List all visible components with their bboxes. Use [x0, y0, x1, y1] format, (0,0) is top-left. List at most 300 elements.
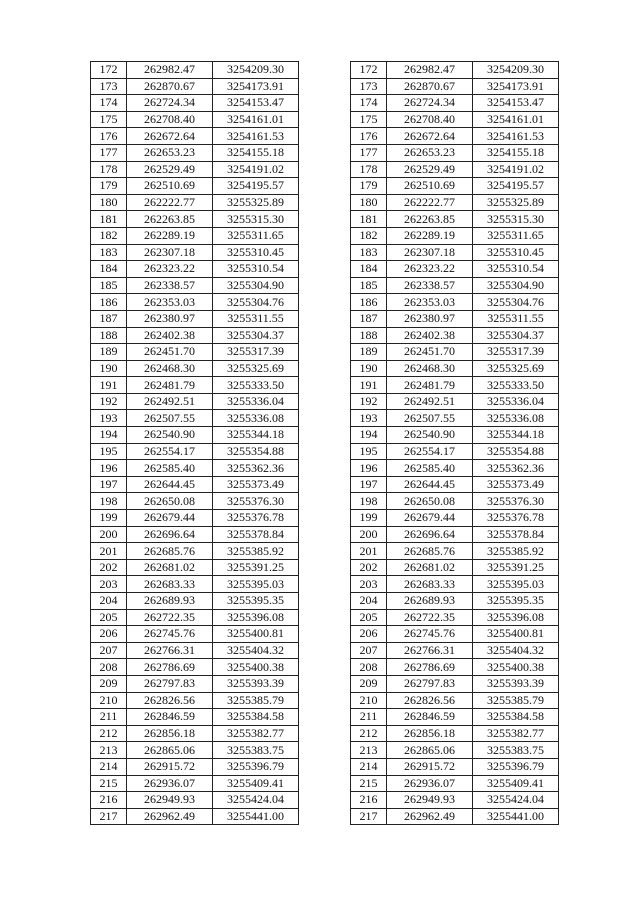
table-row	[91, 95, 299, 112]
table-row	[91, 344, 299, 361]
table-row	[351, 576, 559, 593]
y-coordinate-cell: 3255310.45	[213, 244, 299, 261]
point-id-cell: 182	[91, 227, 127, 244]
x-coordinate-cell: 262915.72	[387, 758, 473, 775]
y-coordinate-cell: 3255385.92	[473, 543, 559, 560]
y-coordinate-cell: 3255391.25	[213, 559, 299, 576]
table-row	[91, 725, 299, 742]
y-coordinate-cell: 3255409.41	[213, 775, 299, 792]
table-row	[351, 476, 559, 493]
table-row	[91, 111, 299, 128]
table-row	[91, 675, 299, 692]
table-row	[91, 194, 299, 211]
y-coordinate-cell: 3255304.76	[213, 294, 299, 311]
y-coordinate-cell: 3255383.75	[213, 742, 299, 759]
point-id-cell: 183	[91, 244, 127, 261]
x-coordinate-cell: 262708.40	[127, 111, 213, 128]
point-id-cell: 203	[91, 576, 127, 593]
y-coordinate-cell: 3255354.88	[473, 443, 559, 460]
x-coordinate-cell: 262683.33	[387, 576, 473, 593]
point-id-cell: 185	[351, 277, 387, 294]
y-coordinate-cell: 3255395.03	[213, 576, 299, 593]
x-coordinate-cell: 262683.33	[127, 576, 213, 593]
x-coordinate-cell: 262540.90	[387, 427, 473, 444]
y-coordinate-cell: 3255376.78	[213, 510, 299, 527]
table-row	[351, 261, 559, 278]
y-coordinate-cell: 3255304.37	[473, 327, 559, 344]
x-coordinate-cell: 262468.30	[127, 360, 213, 377]
table-row	[351, 692, 559, 709]
y-coordinate-cell: 3255409.41	[473, 775, 559, 792]
table-row	[91, 692, 299, 709]
point-id-cell: 211	[91, 709, 127, 726]
y-coordinate-cell: 3255336.04	[473, 393, 559, 410]
y-coordinate-cell: 3255382.77	[473, 725, 559, 742]
table-row	[351, 626, 559, 643]
point-id-cell: 190	[351, 360, 387, 377]
x-coordinate-cell: 262672.64	[387, 128, 473, 145]
y-coordinate-cell: 3254161.53	[213, 128, 299, 145]
x-coordinate-cell: 262936.07	[387, 775, 473, 792]
y-coordinate-cell: 3255304.90	[213, 277, 299, 294]
y-coordinate-cell: 3255404.32	[213, 642, 299, 659]
x-coordinate-cell: 262650.08	[127, 493, 213, 510]
point-id-cell: 216	[91, 792, 127, 809]
point-id-cell: 180	[91, 194, 127, 211]
table-row	[351, 775, 559, 792]
y-coordinate-cell: 3254173.91	[473, 78, 559, 95]
y-coordinate-cell: 3255325.89	[213, 194, 299, 211]
x-coordinate-cell: 262307.18	[127, 244, 213, 261]
table-row	[351, 742, 559, 759]
point-id-cell: 210	[91, 692, 127, 709]
x-coordinate-cell: 262936.07	[127, 775, 213, 792]
x-coordinate-cell: 262323.22	[127, 261, 213, 278]
x-coordinate-cell: 262263.85	[387, 211, 473, 228]
y-coordinate-cell: 3255441.00	[213, 808, 299, 825]
y-coordinate-cell: 3255362.36	[213, 460, 299, 477]
x-coordinate-cell: 262826.56	[127, 692, 213, 709]
point-id-cell: 187	[91, 310, 127, 327]
table-row	[351, 559, 559, 576]
point-id-cell: 199	[91, 510, 127, 527]
point-id-cell: 179	[91, 178, 127, 195]
point-id-cell: 180	[351, 194, 387, 211]
y-coordinate-cell: 3255378.84	[213, 526, 299, 543]
x-coordinate-cell: 262672.64	[127, 128, 213, 145]
x-coordinate-cell: 262529.49	[127, 161, 213, 178]
y-coordinate-cell: 3255304.90	[473, 277, 559, 294]
table-row	[91, 626, 299, 643]
table-row	[351, 128, 559, 145]
point-id-cell: 199	[351, 510, 387, 527]
point-id-cell: 209	[91, 675, 127, 692]
x-coordinate-cell: 262222.77	[127, 194, 213, 211]
point-id-cell: 198	[91, 493, 127, 510]
point-id-cell: 202	[91, 559, 127, 576]
point-id-cell: 172	[351, 62, 387, 79]
point-id-cell: 182	[351, 227, 387, 244]
y-coordinate-cell: 3255376.30	[473, 493, 559, 510]
point-id-cell: 172	[91, 62, 127, 79]
coordinate-table-right-body	[351, 62, 559, 825]
x-coordinate-cell: 262696.64	[127, 526, 213, 543]
x-coordinate-cell: 262685.76	[387, 543, 473, 560]
y-coordinate-cell: 3255382.77	[213, 725, 299, 742]
x-coordinate-cell: 262856.18	[387, 725, 473, 742]
y-coordinate-cell: 3254173.91	[213, 78, 299, 95]
table-row	[91, 128, 299, 145]
point-id-cell: 208	[351, 659, 387, 676]
y-coordinate-cell: 3255404.32	[473, 642, 559, 659]
point-id-cell: 193	[351, 410, 387, 427]
point-id-cell: 205	[91, 609, 127, 626]
x-coordinate-cell: 262492.51	[127, 393, 213, 410]
y-coordinate-cell: 3254191.02	[213, 161, 299, 178]
point-id-cell: 194	[351, 427, 387, 444]
table-row	[351, 62, 559, 79]
point-id-cell: 189	[351, 344, 387, 361]
y-coordinate-cell: 3255311.65	[473, 227, 559, 244]
y-coordinate-cell: 3255304.76	[473, 294, 559, 311]
y-coordinate-cell: 3255400.38	[473, 659, 559, 676]
y-coordinate-cell: 3254209.30	[213, 62, 299, 79]
point-id-cell: 197	[351, 476, 387, 493]
table-row	[91, 792, 299, 809]
x-coordinate-cell: 262402.38	[387, 327, 473, 344]
y-coordinate-cell: 3255376.78	[473, 510, 559, 527]
table-row	[351, 792, 559, 809]
table-row	[91, 493, 299, 510]
y-coordinate-cell: 3255384.58	[473, 709, 559, 726]
table-row	[351, 178, 559, 195]
y-coordinate-cell: 3255304.37	[213, 327, 299, 344]
y-coordinate-cell: 3254161.01	[473, 111, 559, 128]
table-row	[91, 775, 299, 792]
y-coordinate-cell: 3255395.03	[473, 576, 559, 593]
table-row	[351, 111, 559, 128]
table-row	[91, 393, 299, 410]
x-coordinate-cell: 262745.76	[127, 626, 213, 643]
point-id-cell: 176	[91, 128, 127, 145]
y-coordinate-cell: 3255385.79	[473, 692, 559, 709]
y-coordinate-cell: 3255400.81	[213, 626, 299, 643]
table-row	[91, 261, 299, 278]
x-coordinate-cell: 262554.17	[127, 443, 213, 460]
x-coordinate-cell: 262644.45	[127, 476, 213, 493]
table-row	[91, 808, 299, 825]
point-id-cell: 200	[351, 526, 387, 543]
x-coordinate-cell: 262786.69	[127, 659, 213, 676]
table-row	[91, 377, 299, 394]
x-coordinate-cell: 262510.69	[127, 178, 213, 195]
point-id-cell: 190	[91, 360, 127, 377]
point-id-cell: 201	[351, 543, 387, 560]
y-coordinate-cell: 3255333.50	[213, 377, 299, 394]
table-row	[351, 427, 559, 444]
table-row	[351, 526, 559, 543]
x-coordinate-cell: 262696.64	[387, 526, 473, 543]
point-id-cell: 184	[351, 261, 387, 278]
y-coordinate-cell: 3255344.18	[473, 427, 559, 444]
y-coordinate-cell: 3254161.01	[213, 111, 299, 128]
table-row	[91, 609, 299, 626]
x-coordinate-cell: 262338.57	[387, 277, 473, 294]
x-coordinate-cell: 262870.67	[387, 78, 473, 95]
point-id-cell: 173	[91, 78, 127, 95]
point-id-cell: 191	[91, 377, 127, 394]
x-coordinate-cell: 262745.76	[387, 626, 473, 643]
table-row	[91, 460, 299, 477]
x-coordinate-cell: 262353.03	[387, 294, 473, 311]
table-row	[91, 327, 299, 344]
point-id-cell: 186	[351, 294, 387, 311]
table-row	[91, 62, 299, 79]
table-row	[91, 427, 299, 444]
x-coordinate-cell: 262722.35	[387, 609, 473, 626]
point-id-cell: 174	[91, 95, 127, 112]
y-coordinate-cell: 3255393.39	[473, 675, 559, 692]
point-id-cell: 214	[351, 758, 387, 775]
y-coordinate-cell: 3255373.49	[473, 476, 559, 493]
x-coordinate-cell: 262585.40	[127, 460, 213, 477]
x-coordinate-cell: 262685.76	[127, 543, 213, 560]
point-id-cell: 206	[351, 626, 387, 643]
x-coordinate-cell: 262865.06	[127, 742, 213, 759]
point-id-cell: 189	[91, 344, 127, 361]
table-row	[91, 178, 299, 195]
table-row	[91, 642, 299, 659]
y-coordinate-cell: 3255311.65	[213, 227, 299, 244]
y-coordinate-cell: 3255400.81	[473, 626, 559, 643]
y-coordinate-cell: 3255317.39	[473, 344, 559, 361]
table-row	[351, 808, 559, 825]
y-coordinate-cell: 3255395.35	[473, 593, 559, 610]
x-coordinate-cell: 262451.70	[387, 344, 473, 361]
point-id-cell: 178	[351, 161, 387, 178]
table-row	[351, 244, 559, 261]
y-coordinate-cell: 3255400.38	[213, 659, 299, 676]
y-coordinate-cell: 3255424.04	[213, 792, 299, 809]
point-id-cell: 196	[351, 460, 387, 477]
x-coordinate-cell: 262846.59	[387, 709, 473, 726]
x-coordinate-cell: 262289.19	[387, 227, 473, 244]
table-row	[91, 410, 299, 427]
point-id-cell: 207	[91, 642, 127, 659]
point-id-cell: 188	[351, 327, 387, 344]
x-coordinate-cell: 262481.79	[127, 377, 213, 394]
point-id-cell: 186	[91, 294, 127, 311]
x-coordinate-cell: 262724.34	[127, 95, 213, 112]
point-id-cell: 184	[91, 261, 127, 278]
x-coordinate-cell: 262797.83	[387, 675, 473, 692]
point-id-cell: 205	[351, 609, 387, 626]
table-row	[351, 675, 559, 692]
table-row	[91, 526, 299, 543]
table-row	[91, 443, 299, 460]
y-coordinate-cell: 3255336.08	[473, 410, 559, 427]
point-id-cell: 201	[91, 543, 127, 560]
point-id-cell: 179	[351, 178, 387, 195]
table-row	[351, 95, 559, 112]
x-coordinate-cell: 262468.30	[387, 360, 473, 377]
table-row	[351, 543, 559, 560]
table-row	[91, 709, 299, 726]
x-coordinate-cell: 262982.47	[127, 62, 213, 79]
point-id-cell: 174	[351, 95, 387, 112]
table-row	[91, 227, 299, 244]
x-coordinate-cell: 262644.45	[387, 476, 473, 493]
table-row	[91, 576, 299, 593]
y-coordinate-cell: 3255333.50	[473, 377, 559, 394]
y-coordinate-cell: 3254153.47	[213, 95, 299, 112]
table-row	[351, 310, 559, 327]
y-coordinate-cell: 3255310.54	[473, 261, 559, 278]
y-coordinate-cell: 3254155.18	[213, 144, 299, 161]
x-coordinate-cell: 262402.38	[127, 327, 213, 344]
x-coordinate-cell: 262540.90	[127, 427, 213, 444]
point-id-cell: 197	[91, 476, 127, 493]
x-coordinate-cell: 262722.35	[127, 609, 213, 626]
y-coordinate-cell: 3254195.57	[213, 178, 299, 195]
point-id-cell: 176	[351, 128, 387, 145]
y-coordinate-cell: 3254209.30	[473, 62, 559, 79]
x-coordinate-cell: 262451.70	[127, 344, 213, 361]
x-coordinate-cell: 262380.97	[127, 310, 213, 327]
point-id-cell: 210	[351, 692, 387, 709]
point-id-cell: 195	[91, 443, 127, 460]
table-row	[351, 493, 559, 510]
point-id-cell: 194	[91, 427, 127, 444]
point-id-cell: 192	[351, 393, 387, 410]
coordinate-table-left-body	[91, 62, 299, 825]
y-coordinate-cell: 3255424.04	[473, 792, 559, 809]
point-id-cell: 204	[91, 593, 127, 610]
y-coordinate-cell: 3254161.53	[473, 128, 559, 145]
x-coordinate-cell: 262797.83	[127, 675, 213, 692]
point-id-cell: 214	[91, 758, 127, 775]
y-coordinate-cell: 3255315.30	[473, 211, 559, 228]
point-id-cell: 204	[351, 593, 387, 610]
y-coordinate-cell: 3255310.45	[473, 244, 559, 261]
point-id-cell: 209	[351, 675, 387, 692]
point-id-cell: 217	[351, 808, 387, 825]
table-row	[351, 758, 559, 775]
table-row	[351, 161, 559, 178]
y-coordinate-cell: 3255317.39	[213, 344, 299, 361]
x-coordinate-cell: 262554.17	[387, 443, 473, 460]
x-coordinate-cell: 262353.03	[127, 294, 213, 311]
table-row	[91, 758, 299, 775]
y-coordinate-cell: 3255384.58	[213, 709, 299, 726]
table-row	[91, 244, 299, 261]
table-row	[351, 327, 559, 344]
point-id-cell: 211	[351, 709, 387, 726]
y-coordinate-cell: 3255344.18	[213, 427, 299, 444]
point-id-cell: 212	[351, 725, 387, 742]
y-coordinate-cell: 3255385.92	[213, 543, 299, 560]
point-id-cell: 178	[91, 161, 127, 178]
x-coordinate-cell: 262492.51	[387, 393, 473, 410]
table-row	[91, 742, 299, 759]
x-coordinate-cell: 262481.79	[387, 377, 473, 394]
point-id-cell: 213	[91, 742, 127, 759]
point-id-cell: 185	[91, 277, 127, 294]
table-row	[91, 211, 299, 228]
y-coordinate-cell: 3254195.57	[473, 178, 559, 195]
table-row	[351, 78, 559, 95]
table-row	[351, 410, 559, 427]
x-coordinate-cell: 262289.19	[127, 227, 213, 244]
table-row	[91, 360, 299, 377]
y-coordinate-cell: 3255393.39	[213, 675, 299, 692]
x-coordinate-cell: 262949.93	[387, 792, 473, 809]
table-row	[351, 144, 559, 161]
x-coordinate-cell: 262962.49	[127, 808, 213, 825]
y-coordinate-cell: 3255325.69	[473, 360, 559, 377]
y-coordinate-cell: 3255325.69	[213, 360, 299, 377]
x-coordinate-cell: 262653.23	[127, 144, 213, 161]
point-id-cell: 175	[91, 111, 127, 128]
point-id-cell: 195	[351, 443, 387, 460]
table-row	[91, 78, 299, 95]
x-coordinate-cell: 262222.77	[387, 194, 473, 211]
point-id-cell: 206	[91, 626, 127, 643]
table-row	[91, 310, 299, 327]
table-row	[351, 642, 559, 659]
x-coordinate-cell: 262949.93	[127, 792, 213, 809]
table-row	[91, 659, 299, 676]
x-coordinate-cell: 262679.44	[127, 510, 213, 527]
y-coordinate-cell: 3255441.00	[473, 808, 559, 825]
coordinate-table-left	[90, 61, 299, 825]
table-row	[91, 559, 299, 576]
y-coordinate-cell: 3255378.84	[473, 526, 559, 543]
point-id-cell: 193	[91, 410, 127, 427]
table-row	[351, 227, 559, 244]
y-coordinate-cell: 3254155.18	[473, 144, 559, 161]
x-coordinate-cell: 262689.93	[387, 593, 473, 610]
table-row	[351, 277, 559, 294]
point-id-cell: 173	[351, 78, 387, 95]
table-row	[91, 161, 299, 178]
x-coordinate-cell: 262338.57	[127, 277, 213, 294]
table-row	[91, 510, 299, 527]
coordinate-table-right	[350, 61, 559, 825]
y-coordinate-cell: 3255385.79	[213, 692, 299, 709]
table-row	[351, 194, 559, 211]
point-id-cell: 183	[351, 244, 387, 261]
point-id-cell: 203	[351, 576, 387, 593]
y-coordinate-cell: 3254191.02	[473, 161, 559, 178]
point-id-cell: 216	[351, 792, 387, 809]
x-coordinate-cell: 262865.06	[387, 742, 473, 759]
table-row	[91, 144, 299, 161]
y-coordinate-cell: 3255391.25	[473, 559, 559, 576]
point-id-cell: 213	[351, 742, 387, 759]
table-row	[91, 294, 299, 311]
point-id-cell: 177	[91, 144, 127, 161]
x-coordinate-cell: 262689.93	[127, 593, 213, 610]
table-row	[351, 460, 559, 477]
y-coordinate-cell: 3255336.04	[213, 393, 299, 410]
point-id-cell: 196	[91, 460, 127, 477]
x-coordinate-cell: 262263.85	[127, 211, 213, 228]
point-id-cell: 181	[351, 211, 387, 228]
x-coordinate-cell: 262507.55	[127, 410, 213, 427]
x-coordinate-cell: 262510.69	[387, 178, 473, 195]
point-id-cell: 207	[351, 642, 387, 659]
